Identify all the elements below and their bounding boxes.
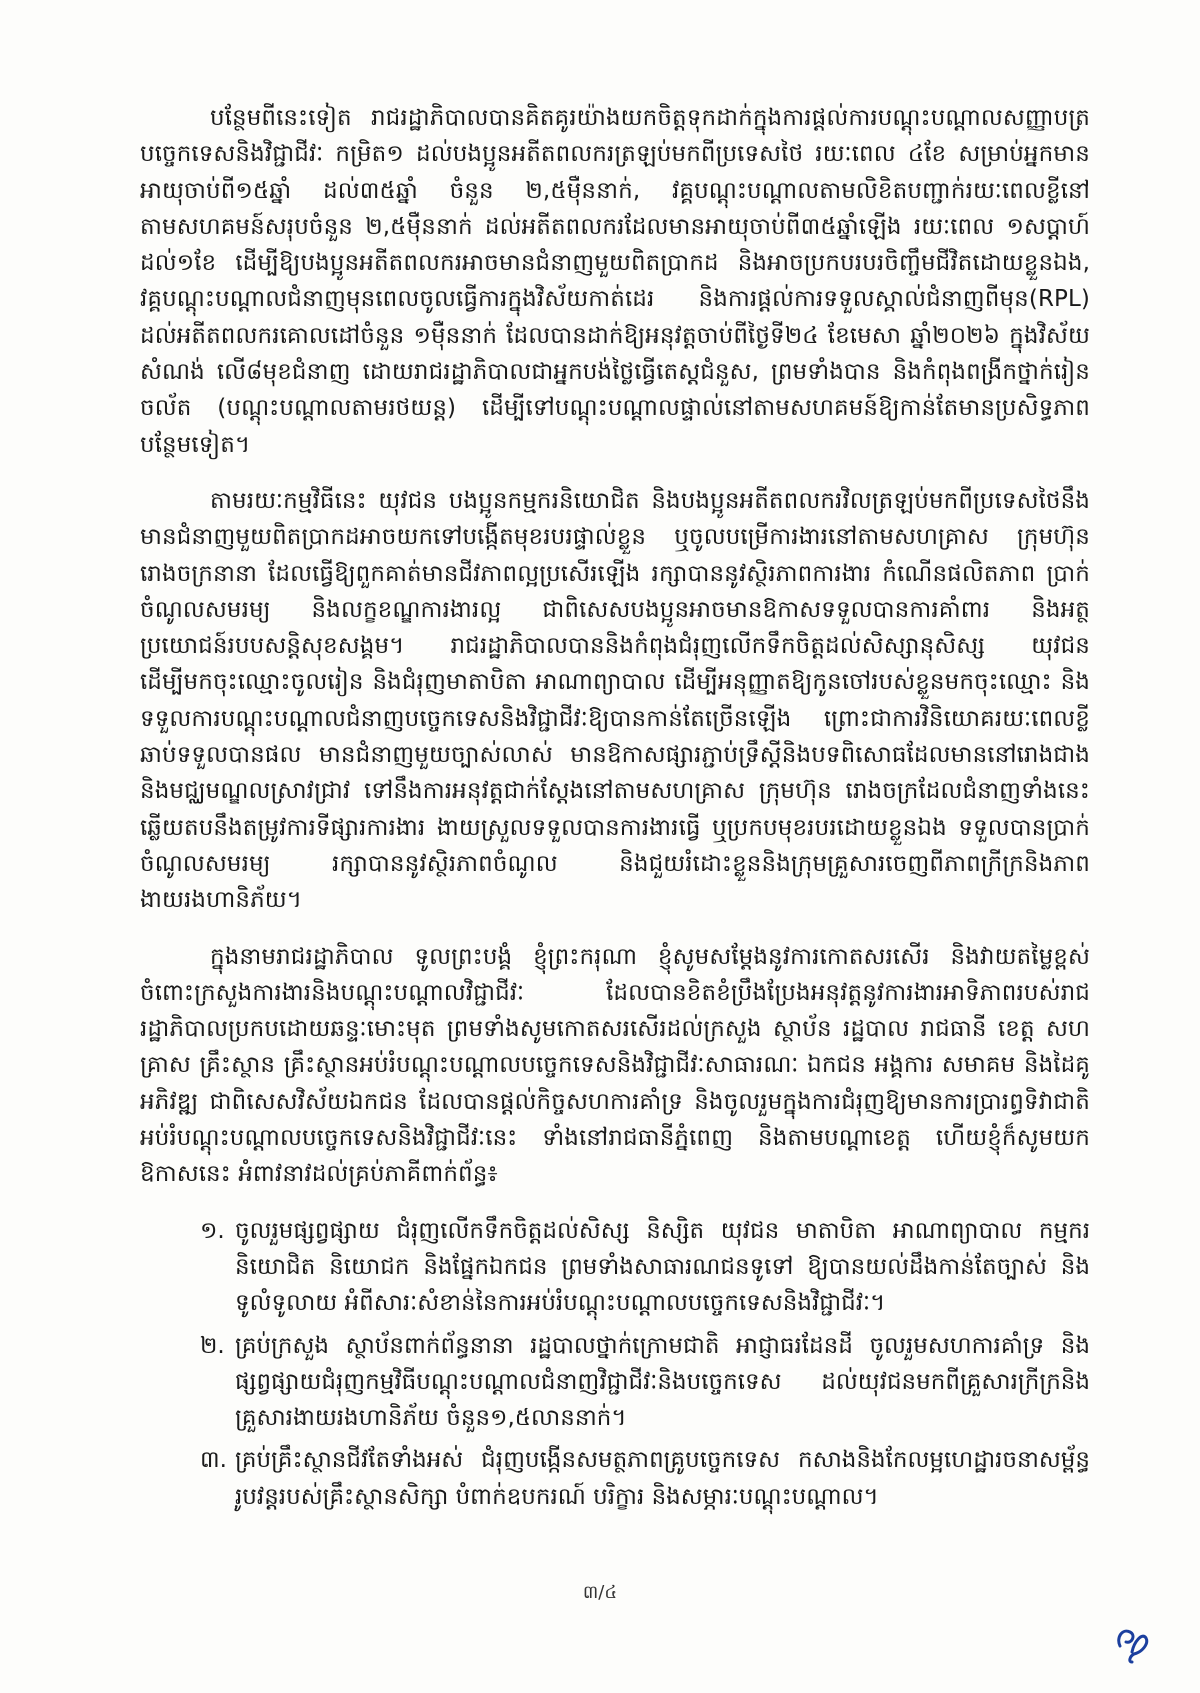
paragraph-3: ក្នុងនាមរាជរដ្ឋាភិបាល ទូលព្រះបង្គំ ខ្ញុំព្រះករុណា ខ្ញុំសូមសម្តែងនូវការកោតសរសើរ និងវាយតម្លៃខ្ពស់ចំពោះក្រសួងការងារនិងបណ្តុះបណ្តាលវិជ្ជាជីវៈ ដែលបានខិតខំប្រឹងប្រែងអនុវត្តនូវការងារអាទិភាពរបស់រាជរដ្ឋាភិបាលប្រកបដោយឆន្ទៈមោះមុត ព្រមទាំងសូមកោតសរសើរដល់ក្រសួង ស្ថាប័ន រដ្ឋបាល រាជធានី ខេត្ត សហគ្រាស គ្រឹះស្ថាន គ្រឹះស្ថានអប់រំបណ្តុះបណ្តាលបច្ចេកទេសនិងវិជ្ជាជីវៈសាធារណៈ ឯកជន អង្គការ សមាគម និងដៃគូអភិវឌ្ឍ ជាពិសេសវិស័យឯកជន ដែលបានផ្តល់កិច្ចសហការគាំទ្រ និងចូលរួមក្នុងការជំរុញឱ្យមានការប្រារព្ធទិវាជាតិអប់រំបណ្តុះបណ្តាលបច្ចេកទេសនិងវិជ្ជាជីវៈនេះ ទាំងនៅរាជធានីភ្នំពេញ និងតាមបណ្តាខេត្ត ហើយខ្ញុំក៏សូមយកឱកាសនេះ អំពាវនាវដល់គ្រប់ភាគីពាក់ព័ន្ធ៖: [140, 943, 1090, 1188]
paragraph-1: បន្ថែមពីនេះទៀត រាជរដ្ឋាភិបាលបានគិតគូរយ៉ាងយកចិត្តទុកដាក់ក្នុងការផ្តល់ការបណ្តុះបណ្តាលសញ្ញាបត្របច្ចេកទេសនិងវិជ្ជាជីវៈ កម្រិត១ ដល់បងប្អូនអតីតពលករត្រឡប់មកពីប្រទេសថៃ រយៈពេល ៤ខែ សម្រាប់អ្នកមានអាយុចាប់ពី១៥ឆ្នាំ ដល់៣៥ឆ្នាំ ចំនួន ២,៥ម៉ឺននាក់, វគ្គបណ្តុះបណ្តាលតាមលិខិតបញ្ជាក់រយៈពេលខ្លីនៅតាមសហគមន៍សរុបចំនួន ២,៥ម៉ឺននាក់ ដល់អតីតពលករដែលមានអាយុចាប់ពី៣៥ឆ្នាំឡើង រយៈពេល ១សប្តាហ៍ ដល់១ខែ ដើម្បីឱ្យបងប្អូនអតីតពលករអាចមានជំនាញមួយពិតប្រាកដ និងអាចប្រកបរបរចិញ្ចឹមជីវិតដោយខ្លួនឯង, វគ្គបណ្តុះបណ្តាលជំនាញមុនពេលចូលធ្វើការក្នុងវិស័យកាត់ដេរ និងការផ្តល់ការទទួលស្គាល់ជំនាញពីមុន(RPL) ដល់អតីតពលករគោលដៅចំនួន ១ម៉ឺននាក់ ដែលបានដាក់ឱ្យអនុវត្តចាប់ពីថ្ងៃទី២៤ ខែមេសា ឆ្នាំ២០២៦ ក្នុងវិស័យសំណង់ លើ៨មុខជំនាញ ដោយរាជរដ្ឋាភិបាលជាអ្នកបង់ថ្លៃធ្វើតេស្តជំនួស, ព្រមទាំងបាន និងកំពុងពង្រីកថ្នាក់រៀនចល័ត (បណ្តុះបណ្តាលតាមរថយន្ត) ដើម្បីទៅបណ្តុះបណ្តាលផ្ទាល់នៅតាមសហគមន៍ឱ្យកាន់តែមានប្រសិទ្ធភាពបន្ថែមទៀត។: [140, 105, 1090, 458]
list-item-text: ចូលរួមផ្សព្វផ្សាយ ជំរុញលើកទឹកចិត្តដល់សិស្ស និស្សិត យុវជន មាតាបិតា អាណាព្យាបាល កម្មករនិយោជិត និយោជក និងផ្នែកឯកជន ព្រមទាំងសាធារណជនទូទៅ ឱ្យបានយល់ដឹងកាន់តែច្បាស់ និងទូលំទូលាយ អំពីសារៈសំខាន់នៃការអប់រំបណ្តុះបណ្តាលបច្ចេកទេសនិងវិជ្ជាជីវៈ។: [235, 1217, 1090, 1317]
list-item-text: គ្រប់គ្រឹះស្ថានជីវតែទាំងអស់ ជំរុញបង្កើនសមត្ថភាពគ្រូបច្ចេកទេស កសាងនិងកែលម្អហេដ្ឋារចនាសម្ព័ន្ធរូបវន្តរបស់គ្រឹះស្ថានសិក្សា បំពាក់ឧបករណ៍ បរិក្ខារ និងសម្ភារៈបណ្តុះបណ្តាល។: [235, 1447, 1090, 1510]
list-item: [140, 1442, 1090, 1515]
paragraph-2: តាមរយៈកម្មវិធីនេះ យុវជន បងប្អូនកម្មករនិយោជិត និងបងប្អូនអតីតពលករវិលត្រឡប់មកពីប្រទេសថៃនឹងមានជំនាញមួយពិតប្រាកដអាចយកទៅបង្កើតមុខរបរផ្ទាល់ខ្លួន ឬចូលបម្រើការងារនៅតាមសហគ្រាស ក្រុមហ៊ុន រោងចក្រនានា ដែលធ្វើឱ្យពួកគាត់មានជីវភាពល្អប្រសើរឡើង រក្សាបាននូវស្ថិរភាពការងារ កំណើនផលិតភាព ប្រាក់ចំណូលសមរម្យ និងលក្ខខណ្ឌការងារល្អ ជាពិសេសបងប្អូនអាចមានឱកាសទទួលបានការគាំពារ និងអត្ថប្រយោជន៍របបសន្តិសុខសង្គម។ រាជរដ្ឋាភិបាលបាននិងកំពុងជំរុញលើកទឹកចិត្តដល់សិស្សានុសិស្ស យុវជន ដើម្បីមកចុះឈ្មោះចូលរៀន និងជំរុញមាតាបិតា អាណាព្យាបាល ដើម្បីអនុញ្ញាតឱ្យកូនចៅរបស់ខ្លួនមកចុះឈ្មោះ និងទទួលការបណ្តុះបណ្តាលជំនាញបច្ចេកទេសនិងវិជ្ជាជីវៈឱ្យបានកាន់តែច្រើនឡើង ព្រោះជាការវិនិយោគរយៈពេលខ្លី ឆាប់ទទួលបានផល មានជំនាញមួយច្បាស់លាស់ មានឱកាសផ្សារភ្ជាប់ទ្រឹស្តីនិងបទពិសោធដែលមាននៅរោងជាងនិងមជ្ឈមណ្ឌលស្រាវជ្រាវ ទៅនឹងការអនុវត្តជាក់ស្តែងនៅតាមសហគ្រាស ក្រុមហ៊ុន រោងចក្រដែលជំនាញទាំងនេះឆ្លើយតបនឹងតម្រូវការទីផ្សារការងារ ងាយស្រួលទទួលបានការងារធ្វើ ឬប្រកបមុខរបរដោយខ្លួនឯង ទទួលបានប្រាក់ចំណូលសមរម្យ រក្សាបាននូវស្ថិរភាពចំណូល និងជួយរំដោះខ្លួននិងក្រុមគ្រួសារចេញពីភាពក្រីក្រនិងភាពងាយរងហានិភ័យ។: [140, 487, 1090, 914]
list-item-text: គ្រប់ក្រសួង ស្ថាប័នពាក់ព័ន្ធនានា រដ្ឋបាលថ្នាក់ក្រោមជាតិ អាជ្ញាធរដែនដី ចូលរួមសហការគាំទ្រ និងផ្សព្វផ្សាយជំរុញកម្មវិធីបណ្តុះបណ្តាលជំនាញវិជ្ជាជីវៈនិងបច្ចេកទេស ដល់យុវជនមកពីគ្រួសារក្រីក្រនិងគ្រួសារងាយរងហានិភ័យ ចំនួន១,៥លាននាក់។: [235, 1332, 1090, 1432]
list-item-number: ១.: [200, 1217, 225, 1244]
list-item-number: ២.: [200, 1332, 225, 1359]
handwritten-initial-icon: [1112, 1618, 1152, 1668]
list-item: [140, 1328, 1090, 1437]
list-item: [140, 1213, 1090, 1322]
call-to-action-list: [140, 1213, 1090, 1515]
page-number: ៣/៤: [582, 1582, 618, 1603]
list-item-number: ៣.: [200, 1447, 227, 1474]
